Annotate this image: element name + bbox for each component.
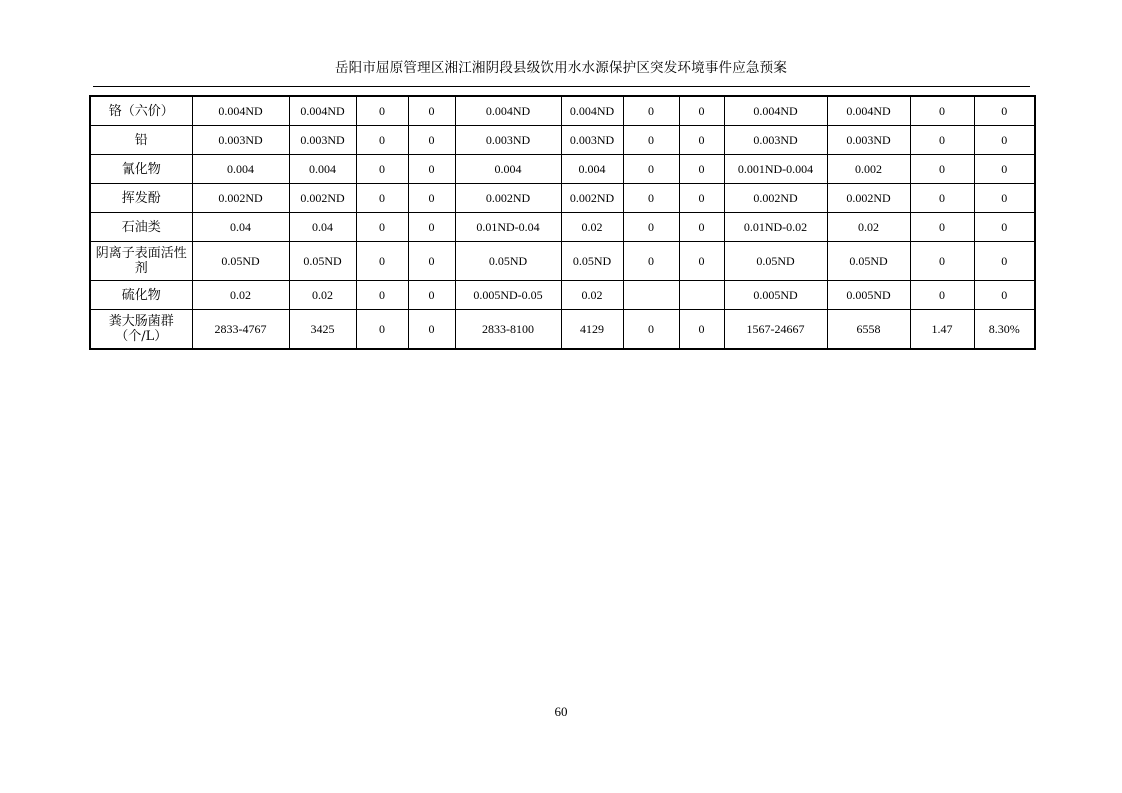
table-cell: 0.005ND-0.05 bbox=[455, 281, 561, 310]
table-cell: 0.003ND bbox=[289, 126, 356, 155]
table-row bbox=[90, 281, 1035, 310]
table-cell bbox=[623, 281, 679, 310]
table-cell: 0 bbox=[974, 184, 1035, 213]
table-cell: 0 bbox=[408, 213, 455, 242]
table-cell: 0.002ND bbox=[561, 184, 623, 213]
table-cell bbox=[679, 281, 724, 310]
table-cell: 0.05ND bbox=[561, 242, 623, 281]
header-divider bbox=[93, 86, 1030, 87]
table-row bbox=[90, 242, 1035, 281]
table-cell: 2833-8100 bbox=[455, 310, 561, 350]
table-cell: 0 bbox=[356, 155, 408, 184]
table-row bbox=[90, 213, 1035, 242]
table-cell: 0 bbox=[408, 281, 455, 310]
row-label: 挥发酚 bbox=[90, 184, 192, 213]
table-cell: 0.02 bbox=[561, 213, 623, 242]
table-cell: 0.003ND bbox=[192, 126, 289, 155]
table-cell: 0.04 bbox=[289, 213, 356, 242]
table-cell: 1.47 bbox=[910, 310, 974, 350]
table-cell: 3425 bbox=[289, 310, 356, 350]
table-cell: 0.04 bbox=[192, 213, 289, 242]
table-cell: 0.01ND-0.04 bbox=[455, 213, 561, 242]
table-cell: 0 bbox=[408, 310, 455, 350]
table-cell: 0 bbox=[408, 184, 455, 213]
table-cell: 0 bbox=[623, 242, 679, 281]
table-cell: 0 bbox=[408, 126, 455, 155]
table-cell: 0 bbox=[679, 242, 724, 281]
table-row bbox=[90, 126, 1035, 155]
table-cell: 0 bbox=[974, 155, 1035, 184]
table-cell: 1567-24667 bbox=[724, 310, 827, 350]
table-cell: 0.05ND bbox=[289, 242, 356, 281]
table-row bbox=[90, 96, 1035, 126]
table-cell: 0 bbox=[974, 242, 1035, 281]
table-row bbox=[90, 310, 1035, 350]
table-cell: 0.02 bbox=[192, 281, 289, 310]
table-cell: 0.003ND bbox=[455, 126, 561, 155]
table-cell: 0.003ND bbox=[724, 126, 827, 155]
table-cell: 0 bbox=[910, 242, 974, 281]
table-cell: 0 bbox=[679, 155, 724, 184]
row-label: 粪大肠菌群（个/L） bbox=[90, 310, 192, 350]
table-cell: 0 bbox=[356, 126, 408, 155]
table-cell: 0 bbox=[356, 96, 408, 126]
page-number: 60 bbox=[554, 704, 568, 719]
table-cell: 0.002ND bbox=[289, 184, 356, 213]
table-cell: 0 bbox=[356, 281, 408, 310]
table-cell: 0 bbox=[623, 96, 679, 126]
table-cell: 0.004 bbox=[561, 155, 623, 184]
row-label: 阴离子表面活性剂 bbox=[90, 242, 192, 281]
table-cell: 0.001ND-0.004 bbox=[724, 155, 827, 184]
table-cell: 0 bbox=[623, 184, 679, 213]
row-label: 氰化物 bbox=[90, 155, 192, 184]
monitoring-data-table bbox=[89, 95, 1036, 350]
table-cell: 0.004ND bbox=[827, 96, 910, 126]
table-cell: 8.30% bbox=[974, 310, 1035, 350]
table-cell: 0.004 bbox=[455, 155, 561, 184]
table-cell: 0 bbox=[679, 310, 724, 350]
table-cell: 0.02 bbox=[827, 213, 910, 242]
table-cell: 0.004ND bbox=[724, 96, 827, 126]
table-cell: 0 bbox=[356, 184, 408, 213]
table-cell: 0.002ND bbox=[192, 184, 289, 213]
table-cell: 0 bbox=[408, 96, 455, 126]
table-cell: 0 bbox=[910, 96, 974, 126]
table-cell: 0 bbox=[356, 242, 408, 281]
row-label: 硫化物 bbox=[90, 281, 192, 310]
document-header-title: 岳阳市屈原管理区湘江湘阴段县级饮用水水源保护区突发环境事件应急预案 bbox=[334, 60, 788, 76]
table-cell: 0.002ND bbox=[724, 184, 827, 213]
table-cell: 0.05ND bbox=[827, 242, 910, 281]
table-cell: 0 bbox=[356, 310, 408, 350]
table-cell: 0 bbox=[974, 213, 1035, 242]
table-cell: 0 bbox=[356, 213, 408, 242]
table-cell: 0 bbox=[910, 126, 974, 155]
table-cell: 0 bbox=[910, 184, 974, 213]
table-cell: 0.01ND-0.02 bbox=[724, 213, 827, 242]
table-cell: 0.003ND bbox=[561, 126, 623, 155]
table-cell: 0 bbox=[679, 126, 724, 155]
table-cell: 0.05ND bbox=[455, 242, 561, 281]
table-cell: 0 bbox=[408, 155, 455, 184]
table-cell: 0 bbox=[623, 155, 679, 184]
row-label: 铅 bbox=[90, 126, 192, 155]
table-cell: 0 bbox=[974, 126, 1035, 155]
row-label: 铬（六价） bbox=[90, 96, 192, 126]
table-cell: 0.004ND bbox=[455, 96, 561, 126]
table-cell: 0.02 bbox=[289, 281, 356, 310]
table-cell: 0 bbox=[408, 242, 455, 281]
table-cell: 0 bbox=[910, 213, 974, 242]
table-cell: 0 bbox=[974, 96, 1035, 126]
table-cell: 0.004 bbox=[192, 155, 289, 184]
table-cell: 0.002ND bbox=[455, 184, 561, 213]
table-cell: 0.02 bbox=[561, 281, 623, 310]
table-cell: 0 bbox=[974, 281, 1035, 310]
table-cell: 0.003ND bbox=[827, 126, 910, 155]
table-cell: 0 bbox=[679, 96, 724, 126]
table-cell: 0.002ND bbox=[827, 184, 910, 213]
table-cell: 6558 bbox=[827, 310, 910, 350]
table-cell: 0.004ND bbox=[289, 96, 356, 126]
table-cell: 0.004ND bbox=[192, 96, 289, 126]
table-cell: 0 bbox=[679, 184, 724, 213]
table-cell: 0.002 bbox=[827, 155, 910, 184]
table-cell: 0 bbox=[910, 155, 974, 184]
table-cell: 0.005ND bbox=[827, 281, 910, 310]
table-cell: 0.004 bbox=[289, 155, 356, 184]
table-cell: 0.05ND bbox=[724, 242, 827, 281]
table-row bbox=[90, 184, 1035, 213]
table-cell: 0 bbox=[623, 126, 679, 155]
table-cell: 4129 bbox=[561, 310, 623, 350]
row-label: 石油类 bbox=[90, 213, 192, 242]
table-cell: 0 bbox=[623, 213, 679, 242]
table-cell: 0 bbox=[679, 213, 724, 242]
table-row bbox=[90, 155, 1035, 184]
table-cell: 0 bbox=[910, 281, 974, 310]
table-cell: 0.005ND bbox=[724, 281, 827, 310]
table-cell: 0.004ND bbox=[561, 96, 623, 126]
table-cell: 2833-4767 bbox=[192, 310, 289, 350]
table-cell: 0 bbox=[623, 310, 679, 350]
table-cell: 0.05ND bbox=[192, 242, 289, 281]
